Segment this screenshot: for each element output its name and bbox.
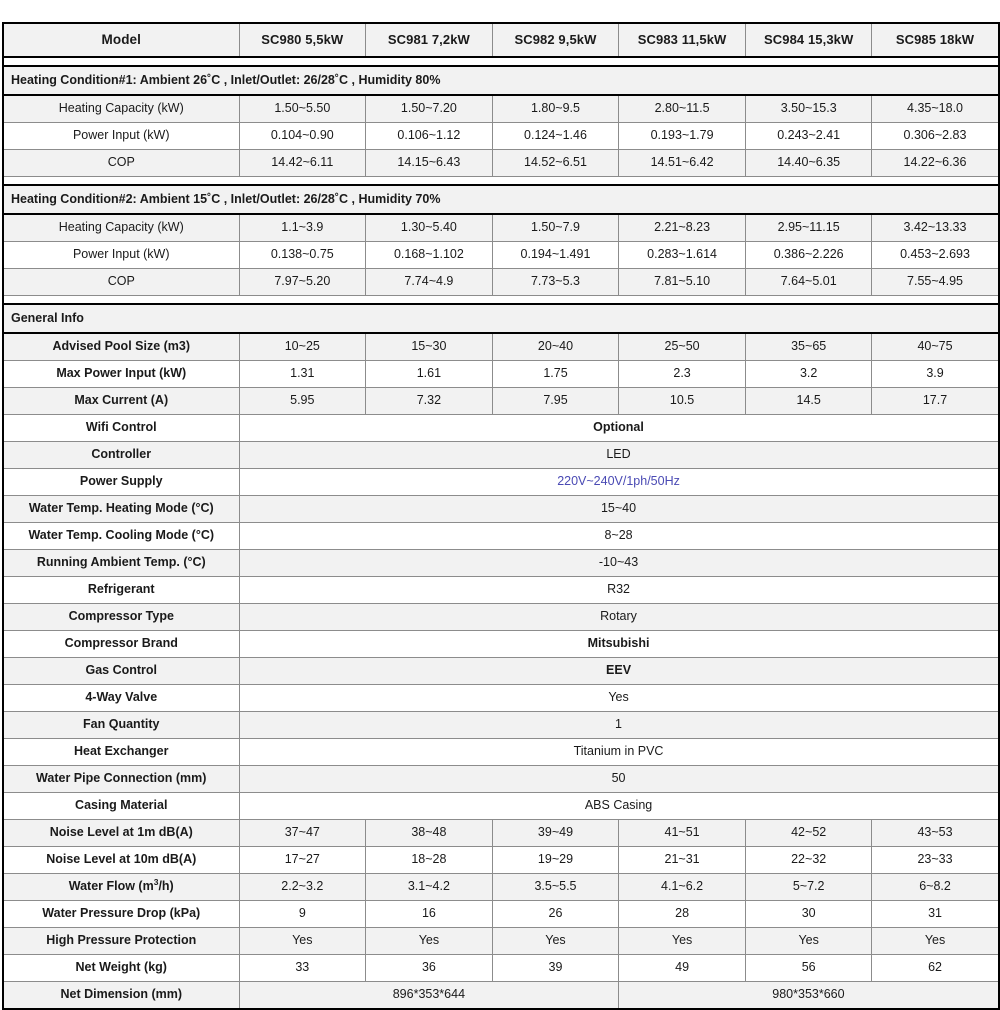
heating2-label-2: Power Input (kW) (3, 242, 239, 269)
heating2-value-2-1: 0.138~0.75 (239, 242, 366, 269)
section-heating-condition-2-title: Heating Condition#2: Ambient 15˚C , Inlet/Outlet: 26/28˚C , Humidity 70% (3, 185, 999, 214)
heating1-value-1-3: 1.80~9.5 (492, 95, 619, 123)
general-merged-label-15: Casing Material (3, 793, 239, 820)
heating2-value-1-2: 1.30~5.40 (366, 214, 493, 242)
model-header-5: SC984 15,3kW (745, 23, 872, 57)
general2-value-6-2: 36 (366, 955, 493, 982)
general2-value-4-4: 28 (619, 901, 746, 928)
table-row (3, 955, 999, 982)
heating1-value-1-4: 2.80~11.5 (619, 95, 746, 123)
heating1-value-3-5: 14.40~6.35 (745, 150, 872, 177)
heating1-value-1-6: 4.35~18.0 (872, 95, 999, 123)
general-merged-label-4: Water Temp. Heating Mode (°C) (3, 496, 239, 523)
general-value-2-4: 2.3 (619, 361, 746, 388)
general2-value-4-3: 26 (492, 901, 619, 928)
heating2-value-3-2: 7.74~4.9 (366, 269, 493, 296)
heating1-value-3-1: 14.42~6.11 (239, 150, 366, 177)
model-header-row (3, 23, 999, 57)
general-label-3: Max Current (A) (3, 388, 239, 415)
table-row (3, 496, 999, 523)
general2-value-3-4: 4.1~6.2 (619, 874, 746, 901)
general-merged-value-1: Optional (239, 415, 999, 442)
general2-value-3-2: 3.1~4.2 (366, 874, 493, 901)
section-heating-condition-1 (3, 66, 999, 95)
general-value-3-6: 17.7 (872, 388, 999, 415)
section-heating-condition-2 (3, 185, 999, 214)
table-row (3, 577, 999, 604)
general-value-1-3: 20~40 (492, 333, 619, 361)
heating2-value-1-6: 3.42~13.33 (872, 214, 999, 242)
general2-value-5-5: Yes (745, 928, 872, 955)
general-value-2-1: 1.31 (239, 361, 366, 388)
heating1-value-2-5: 0.243~2.41 (745, 123, 872, 150)
table-row (3, 631, 999, 658)
heating2-value-1-5: 2.95~11.15 (745, 214, 872, 242)
general-merged-value-6: -10~43 (239, 550, 999, 577)
general-merged-label-7: Refrigerant (3, 577, 239, 604)
general-label-1: Advised Pool Size (m3) (3, 333, 239, 361)
table-row (3, 95, 999, 123)
heating2-value-1-1: 1.1~3.9 (239, 214, 366, 242)
table-row (3, 442, 999, 469)
heating2-value-1-3: 1.50~7.9 (492, 214, 619, 242)
general2-label-2: Noise Level at 10m dB(A) (3, 847, 239, 874)
general2-value-1-4: 41~51 (619, 820, 746, 847)
table-row (3, 874, 999, 901)
general-merged-label-13: Heat Exchanger (3, 739, 239, 766)
net-dimension-value-left: 896*353*644 (239, 982, 619, 1010)
table-row (3, 523, 999, 550)
general-value-1-1: 10~25 (239, 333, 366, 361)
table-row (3, 415, 999, 442)
net-dimension-value-right: 980*353*660 (619, 982, 999, 1010)
general2-label-1: Noise Level at 1m dB(A) (3, 820, 239, 847)
general2-value-2-4: 21~31 (619, 847, 746, 874)
model-header-6: SC985 18kW (872, 23, 999, 57)
general-value-2-6: 3.9 (872, 361, 999, 388)
general2-value-5-6: Yes (872, 928, 999, 955)
heating2-value-3-5: 7.64~5.01 (745, 269, 872, 296)
general2-value-1-2: 38~48 (366, 820, 493, 847)
section-general-info (3, 304, 999, 333)
heating1-label-3: COP (3, 150, 239, 177)
general2-value-4-1: 9 (239, 901, 366, 928)
general-merged-value-8: Rotary (239, 604, 999, 631)
general2-label-4: Water Pressure Drop (kPa) (3, 901, 239, 928)
table-row (3, 388, 999, 415)
model-header-4: SC983 11,5kW (619, 23, 746, 57)
model-header-label: Model (3, 23, 239, 57)
model-header-3: SC982 9,5kW (492, 23, 619, 57)
heating1-value-3-2: 14.15~6.43 (366, 150, 493, 177)
general-merged-label-1: Wifi Control (3, 415, 239, 442)
heating1-value-1-1: 1.50~5.50 (239, 95, 366, 123)
general-merged-label-6: Running Ambient Temp. (°C) (3, 550, 239, 577)
general-value-3-2: 7.32 (366, 388, 493, 415)
general-merged-value-3: 220V~240V/1ph/50Hz (239, 469, 999, 496)
general-merged-label-8: Compressor Type (3, 604, 239, 631)
general2-value-5-1: Yes (239, 928, 366, 955)
heating2-value-3-1: 7.97~5.20 (239, 269, 366, 296)
gap-cell (3, 296, 999, 305)
general-value-3-1: 5.95 (239, 388, 366, 415)
general2-value-3-5: 5~7.2 (745, 874, 872, 901)
table-row (3, 658, 999, 685)
table-row (3, 150, 999, 177)
general-value-1-6: 40~75 (872, 333, 999, 361)
table-row (3, 901, 999, 928)
general-merged-value-5: 8~28 (239, 523, 999, 550)
general-merged-value-7: R32 (239, 577, 999, 604)
general-merged-label-12: Fan Quantity (3, 712, 239, 739)
general-merged-value-15: ABS Casing (239, 793, 999, 820)
general2-value-3-1: 2.2~3.2 (239, 874, 366, 901)
general-value-1-4: 25~50 (619, 333, 746, 361)
table-row (3, 604, 999, 631)
general2-value-6-4: 49 (619, 955, 746, 982)
table-row (3, 847, 999, 874)
heating1-value-3-6: 14.22~6.36 (872, 150, 999, 177)
general-value-3-3: 7.95 (492, 388, 619, 415)
heating1-value-1-5: 3.50~15.3 (745, 95, 872, 123)
table-row (3, 793, 999, 820)
general2-value-6-3: 39 (492, 955, 619, 982)
general2-value-1-1: 37~47 (239, 820, 366, 847)
general-merged-value-14: 50 (239, 766, 999, 793)
net-dimension-label: Net Dimension (mm) (3, 982, 239, 1010)
heating1-label-1: Heating Capacity (kW) (3, 95, 239, 123)
general2-value-4-2: 16 (366, 901, 493, 928)
general-merged-value-2: LED (239, 442, 999, 469)
heating2-value-2-2: 0.168~1.102 (366, 242, 493, 269)
heating1-value-3-4: 14.51~6.42 (619, 150, 746, 177)
general-value-2-5: 3.2 (745, 361, 872, 388)
general2-value-2-6: 23~33 (872, 847, 999, 874)
table-row (3, 333, 999, 361)
table-row (3, 123, 999, 150)
table-row (3, 820, 999, 847)
heating1-value-2-2: 0.106~1.12 (366, 123, 493, 150)
general2-value-6-5: 56 (745, 955, 872, 982)
model-header-1: SC980 5,5kW (239, 23, 366, 57)
general-label-2: Max Power Input (kW) (3, 361, 239, 388)
general-value-2-3: 1.75 (492, 361, 619, 388)
general-value-1-5: 35~65 (745, 333, 872, 361)
gap-cell (3, 177, 999, 186)
heating2-value-3-6: 7.55~4.95 (872, 269, 999, 296)
general-merged-label-11: 4-Way Valve (3, 685, 239, 712)
general2-value-2-5: 22~32 (745, 847, 872, 874)
table-row (3, 712, 999, 739)
heating1-value-2-4: 0.193~1.79 (619, 123, 746, 150)
heating1-value-2-1: 0.104~0.90 (239, 123, 366, 150)
general-value-2-2: 1.61 (366, 361, 493, 388)
general2-value-1-5: 42~52 (745, 820, 872, 847)
general2-value-2-1: 17~27 (239, 847, 366, 874)
general2-value-2-3: 19~29 (492, 847, 619, 874)
general-merged-value-10: EEV (239, 658, 999, 685)
general-merged-value-12: 1 (239, 712, 999, 739)
table-row (3, 361, 999, 388)
general-merged-value-11: Yes (239, 685, 999, 712)
table-row (3, 766, 999, 793)
general-merged-label-14: Water Pipe Connection (mm) (3, 766, 239, 793)
general-merged-label-10: Gas Control (3, 658, 239, 685)
general2-value-4-5: 30 (745, 901, 872, 928)
general-merged-value-4: 15~40 (239, 496, 999, 523)
general2-value-1-6: 43~53 (872, 820, 999, 847)
general2-value-5-2: Yes (366, 928, 493, 955)
heating2-value-3-4: 7.81~5.10 (619, 269, 746, 296)
general-value-3-4: 10.5 (619, 388, 746, 415)
general2-value-5-3: Yes (492, 928, 619, 955)
table-row (3, 214, 999, 242)
heating2-value-2-4: 0.283~1.614 (619, 242, 746, 269)
general2-value-6-1: 33 (239, 955, 366, 982)
heating2-value-2-5: 0.386~2.226 (745, 242, 872, 269)
general2-value-6-6: 62 (872, 955, 999, 982)
heating2-value-1-4: 2.21~8.23 (619, 214, 746, 242)
heat-pump-specification-table (2, 22, 1000, 1010)
general-merged-value-13: Titanium in PVC (239, 739, 999, 766)
table-row (3, 269, 999, 296)
section-heating-condition-1-title: Heating Condition#1: Ambient 26˚C , Inlet/Outlet: 26/28˚C , Humidity 80% (3, 66, 999, 95)
section-gap (3, 57, 999, 66)
gap-cell (3, 57, 999, 66)
general-merged-value-9: Mitsubishi (239, 631, 999, 658)
net-dimension-row (3, 982, 999, 1010)
table-row (3, 685, 999, 712)
table-row (3, 550, 999, 577)
general-value-1-2: 15~30 (366, 333, 493, 361)
general2-value-3-6: 6~8.2 (872, 874, 999, 901)
heating2-value-3-3: 7.73~5.3 (492, 269, 619, 296)
general2-label-3: Water Flow $(m^3/h)$ (3, 874, 239, 901)
general-merged-label-9: Compressor Brand (3, 631, 239, 658)
general2-value-4-6: 31 (872, 901, 999, 928)
heating2-value-2-3: 0.194~1.491 (492, 242, 619, 269)
general-merged-label-3: Power Supply (3, 469, 239, 496)
heating1-value-3-3: 14.52~6.51 (492, 150, 619, 177)
heating1-value-1-2: 1.50~7.20 (366, 95, 493, 123)
general-merged-label-2: Controller (3, 442, 239, 469)
table-row (3, 469, 999, 496)
heating2-label-3: COP (3, 269, 239, 296)
general2-label-6: Net Weight (kg) (3, 955, 239, 982)
general2-value-1-3: 39~49 (492, 820, 619, 847)
heating1-label-2: Power Input (kW) (3, 123, 239, 150)
general-merged-label-5: Water Temp. Cooling Mode (°C) (3, 523, 239, 550)
general2-value-5-4: Yes (619, 928, 746, 955)
general2-label-5: High Pressure Protection (3, 928, 239, 955)
heating1-value-2-3: 0.124~1.46 (492, 123, 619, 150)
heating2-value-2-6: 0.453~2.693 (872, 242, 999, 269)
section-general-info-title: General Info (3, 304, 999, 333)
general2-value-3-3: 3.5~5.5 (492, 874, 619, 901)
heating2-label-1: Heating Capacity (kW) (3, 214, 239, 242)
table-row (3, 242, 999, 269)
general-value-3-5: 14.5 (745, 388, 872, 415)
general2-value-2-2: 18~28 (366, 847, 493, 874)
heating1-value-2-6: 0.306~2.83 (872, 123, 999, 150)
section-gap (3, 296, 999, 305)
section-gap (3, 177, 999, 186)
table-row (3, 739, 999, 766)
model-header-2: SC981 7,2kW (366, 23, 493, 57)
table-row (3, 928, 999, 955)
